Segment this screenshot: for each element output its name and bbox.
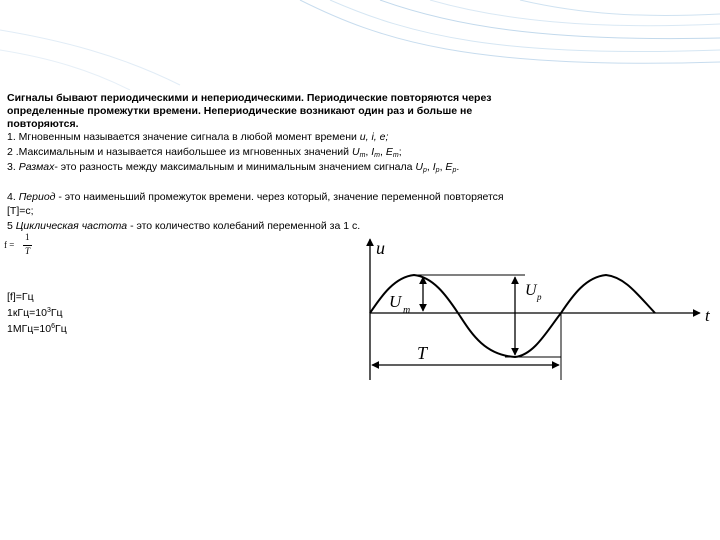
background-decoration (0, 0, 720, 90)
intro-line-1: Сигналы бывают периодическими и непериодическими. Периодические повторяются через (7, 92, 492, 104)
units-mhz: $1МГц=10^6Гц$ (7, 323, 67, 335)
amplitude-label: U (389, 292, 402, 311)
intro-line-3: повторяются. (7, 118, 79, 130)
sine-wave (370, 275, 655, 357)
period-unit: [T]=c; (7, 205, 34, 217)
frequency-formula (4, 232, 44, 258)
peak-to-peak-label: U (525, 282, 537, 299)
y-axis-label: u (376, 238, 385, 258)
sine-wave-diagram (355, 237, 720, 382)
definition-peak-to-peak: 3. Размах- это разность между максимальным и минимальным значением сигнала $U_p$, $I_p$, $E_p$. (7, 161, 460, 174)
units-khz: $1кГц=10^3Гц$ (7, 307, 63, 319)
period-label: T (417, 343, 428, 363)
units-hz: [f]=Гц (7, 291, 34, 303)
definition-maximum: 2 .Максимальным и называется наибольшее из мгновенных значений $U_m$, $I_m$, $E_m$; (7, 146, 402, 159)
formula-lhs: f = (4, 240, 15, 250)
x-axis-label: t (705, 306, 710, 325)
amplitude-subscript: m (403, 305, 411, 316)
formula-numerator: 1 (25, 232, 30, 242)
peak-to-peak-subscript: p (537, 292, 542, 302)
intro-line-2: определенные промежутки времени. Непериодические возникают один раз и больше не (7, 105, 473, 117)
frequency-units (7, 290, 67, 336)
formula-denominator: T (25, 246, 31, 256)
definition-period: 4. Период - это наименьший промежуток времени. через который, значение переменной повторяется (7, 191, 504, 203)
definition-frequency: 5 Циклическая частота - это количество колебаний переменной за 1 с. (7, 220, 361, 232)
definition-instantaneous: 1. Мгновенным называется значение сигнала в любой момент времени u, i, e; (7, 131, 389, 143)
